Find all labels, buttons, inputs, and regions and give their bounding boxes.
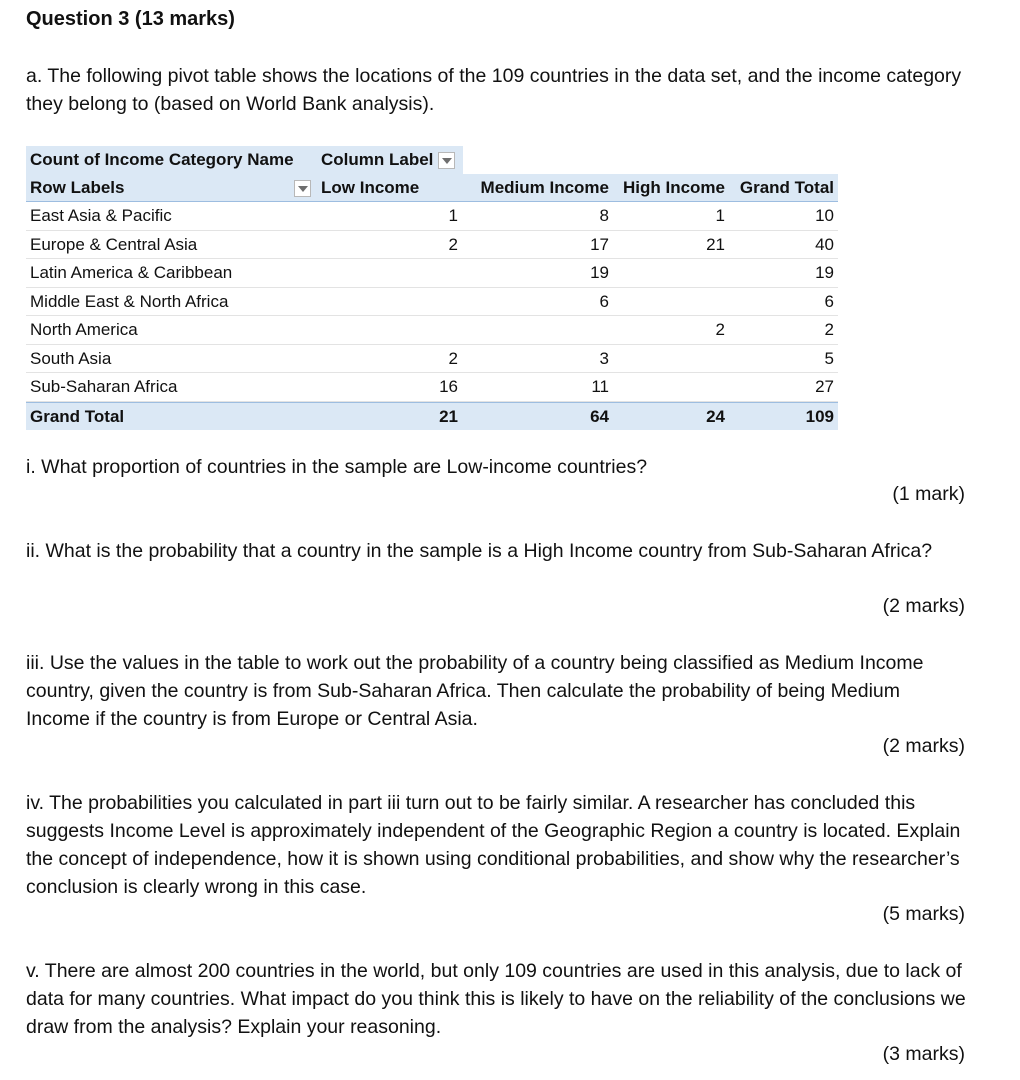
cell-low-income: 1 xyxy=(448,206,458,225)
cell-medium-income: 6 xyxy=(599,291,609,311)
column-filter-dropdown-icon[interactable] xyxy=(438,152,455,169)
pivot-header-row-2 xyxy=(26,174,838,203)
total-low-income: 21 xyxy=(439,406,458,426)
cell-medium-income: 19 xyxy=(590,263,609,282)
column-header-medium-income: Medium Income xyxy=(480,177,609,197)
column-header-grand-total: Grand Total xyxy=(739,177,834,197)
table-row xyxy=(26,231,838,260)
cell-medium-income: 8 xyxy=(599,206,609,225)
pivot-table xyxy=(26,146,838,430)
row-label: Sub-Saharan Africa xyxy=(30,377,178,396)
table-row xyxy=(26,345,838,374)
question-iv-text: iv. The probabilities you calculated in part iii turn out to be fairly similar. A researcher has concluded this suggests Income Level is approximately independent of the Geographic Region a country is located. Explain the concept of independence, how it is shown using conditional probabilities, and show why the researcher’s conclusion is clearly wrong in this case. xyxy=(26,792,961,898)
row-label: South Asia xyxy=(30,348,112,368)
table-row xyxy=(26,259,838,288)
cell-grand-total: 5 xyxy=(824,348,834,368)
pivot-corner-label: Count of Income Category Name xyxy=(30,150,294,169)
question-ii-marks: (2 marks) xyxy=(882,595,965,617)
question-iv-marks: (5 marks) xyxy=(882,903,965,925)
cell-grand-total: 27 xyxy=(815,377,834,396)
table-row xyxy=(26,373,838,402)
row-label: Middle East & North Africa xyxy=(30,291,229,311)
cell-grand-total: 10 xyxy=(815,206,834,225)
cell-grand-total: 6 xyxy=(824,291,834,311)
row-label: North America xyxy=(30,320,138,339)
question-v-marks: (3 marks) xyxy=(882,1043,965,1065)
total-grand-total: 109 xyxy=(805,406,834,426)
total-high-income: 24 xyxy=(706,406,725,426)
question-ii-text: ii. What is the probability that a country in the sample is a High Income country from Sub-Saharan Africa? xyxy=(26,540,933,562)
question-i-text: i. What proportion of countries in the sample are Low-income countries? xyxy=(26,456,648,478)
question-iii-marks: (2 marks) xyxy=(882,735,965,757)
row-filter-dropdown-icon[interactable] xyxy=(294,174,311,202)
cell-medium-income: 11 xyxy=(591,377,609,396)
table-row xyxy=(26,316,838,345)
cell-low-income: 2 xyxy=(448,348,458,368)
grand-total-label: Grand Total xyxy=(30,406,125,426)
cell-medium-income: 3 xyxy=(599,348,609,368)
column-label-text: Column Label xyxy=(321,150,434,169)
cell-low-income: 2 xyxy=(448,234,458,254)
cell-grand-total: 19 xyxy=(815,263,834,282)
question-heading: Question 3 (13 marks) xyxy=(26,8,235,30)
table-row xyxy=(26,202,838,231)
cell-high-income: 1 xyxy=(715,206,725,225)
cell-medium-income: 17 xyxy=(590,234,609,254)
total-medium-income: 64 xyxy=(590,406,609,426)
question-v-text: v. There are almost 200 countries in the world, but only 109 countries are used in this analysis, due to lack of data for many countries. What impact do you think this is likely to have on the reliability of the conclusions we draw from the analysis? Explain your reasoning. xyxy=(26,960,966,1038)
question-i-marks: (1 mark) xyxy=(892,483,965,505)
grand-total-row xyxy=(26,402,838,431)
row-labels-header: Row Labels xyxy=(30,177,125,197)
cell-grand-total: 2 xyxy=(824,320,834,339)
row-label: Europe & Central Asia xyxy=(30,234,198,254)
row-label: Latin America & Caribbean xyxy=(30,263,233,282)
cell-high-income: 2 xyxy=(715,320,725,339)
table-row xyxy=(26,288,838,317)
pivot-header-row-1 xyxy=(26,146,463,174)
row-label: East Asia & Pacific xyxy=(30,206,172,225)
column-header-low-income: Low Income xyxy=(321,177,420,197)
cell-low-income: 16 xyxy=(439,377,458,396)
column-label-cell[interactable] xyxy=(321,146,455,174)
question-iii-text: iii. Use the values in the table to work out the probability of a country being classified as Medium Income country, given the country is from Sub-Saharan Africa. Then calculate the probability of being Medium Income if the country is from Europe or Central Asia. xyxy=(26,652,924,730)
intro-text: a. The following pivot table shows the locations of the 109 countries in the data set, and the income category they belong to (based on World Bank analysis). xyxy=(26,65,962,115)
cell-high-income: 21 xyxy=(706,234,725,254)
column-header-high-income: High Income xyxy=(622,177,725,197)
cell-grand-total: 40 xyxy=(815,234,834,254)
